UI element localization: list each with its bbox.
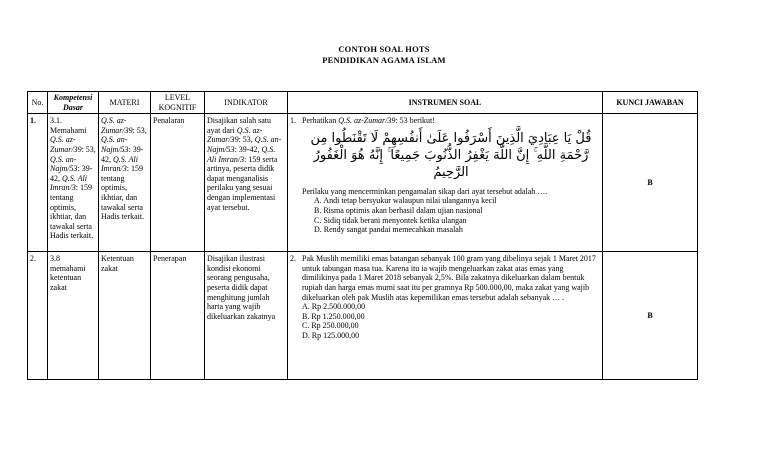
hots-question-table <box>27 91 698 380</box>
question-prompt: Perhatikan Q.S. az-Zumar/39: 53 berikut! <box>302 116 435 126</box>
row-number: 1. <box>28 114 48 252</box>
indikator-cell: Disajikan ilustrasi kondisi ekonomi seorang pengusaha, peserta didik dapat menghitung jumlah harta yang wajib dikeluarkan zakatnya <box>205 252 288 380</box>
answer-option: C. Sidiq tidak berani menyontek ketika ulangan <box>314 215 467 225</box>
table-header-row <box>28 92 698 114</box>
col-header-kunci: KUNCI JAWABAN <box>603 92 698 114</box>
answer-key: B <box>603 114 698 252</box>
table-row <box>28 114 698 252</box>
document-title: CONTOH SOAL HOTS <box>338 44 430 54</box>
col-header-indikator: INDIKATOR <box>205 92 288 114</box>
level-cell: Penerapan <box>151 252 205 380</box>
row-number: 2. <box>28 252 48 380</box>
kompetensi-cell: 3.1. Memahami Q.S. az-Zumar/39: 53, Q.S. an-Najm/53: 39-42, Q.S. Ali Imran/3: 159 tentang optimis, ikhtiar, dan tawakal serta Hadis terkait. <box>48 114 99 252</box>
arabic-verse: قُلْ يَا عِبَادِيَ الَّذِينَ أَسْرَفُوا عَلَىٰ أَنفُسِهِمْ لَا تَقْنَطُوا مِن رَّحْمَةِ اللَّهِ ۚ إِنَّ اللَّهَ يَغْفِرُ الذُّنُوبَ جَمِيعًا ۚ إِنَّهُ هُوَ الْغَفُورُ الرَّحِيمُ <box>310 130 592 180</box>
materi-cell: Ketentuan zakat <box>99 252 151 380</box>
col-header-kompetensi: Kompetensi Dasar <box>48 92 99 114</box>
col-header-level: LEVEL KOGNITIF <box>151 92 205 114</box>
document-subtitle: PENDIDIKAN AGAMA ISLAM <box>322 55 446 65</box>
question-text: Perilaku yang mencerminkan pengamalan sikap dari ayat tersebut adalah …. <box>302 186 548 196</box>
question-text: Pak Muslih memiliki emas batangan sebanyak 100 gram yang dibelinya sejak 1 Maret 2017 untuk tabungan masa tua. Karena itu ia wajib mengeluarkan zakat atas emas yang dimilikinya pada 1 Maret 2018 sebanyak 2,5%. Bila zakatnya dikeluarkan dalam bentuk rupiah dan harga emas murni saat itu per gramnya Rp 500.000,00, maka zakat yang wajib dikeluarkan oleh pak Muslih atas kepemilikan emas tersebut adalah sebanyak … . <box>302 254 596 302</box>
table-row <box>28 252 698 380</box>
answer-option: C. Rp 250.000,00 <box>302 321 359 331</box>
answer-option: B. Risma optimis akan berhasil dalam ujian nasional <box>314 205 483 215</box>
answer-option: A. Andi tetap bersyukur walaupun nilai ulangannya kecil <box>314 196 497 206</box>
answer-option: A. Rp 2.500.000,00 <box>302 302 366 312</box>
materi-cell: Q.S. az-Zumar/39: 53, Q.S. an-Najm/53: 39-42, Q.S. Ali Imran/3: 159 tentang optimis, ikhtiar, dan tawakal serta Hadis terkait. <box>99 114 151 252</box>
level-cell: Penalaran <box>151 114 205 252</box>
instrumen-cell <box>288 252 603 380</box>
answer-option: B. Rp 1.250.000,00 <box>302 311 365 321</box>
col-header-no: No. <box>28 92 48 114</box>
question-number: 2. <box>290 254 296 264</box>
answer-option: D. Rendy sangat pandai memecahkan masalah <box>314 225 463 235</box>
question-number: 1. <box>290 116 296 126</box>
answer-option: D. Rp 125.000,00 <box>302 330 360 340</box>
instrumen-cell <box>288 114 603 252</box>
col-header-instrumen: INSTRUMEN SOAL <box>288 92 603 114</box>
kompetensi-cell: 3.8 memahami ketentuan zakat <box>48 252 99 380</box>
col-header-materi: MATERI <box>99 92 151 114</box>
answer-key: B <box>603 252 698 380</box>
indikator-cell: Disajikan salah satu ayat dari Q.S. az-Zumar/39: 53, Q.S. an-Najm/53: 39-42, Q.S. Ali Imran/3: 159 serta artinya, peserta didik dapat menganalisis perilaku yang sesuai dengan implementasi ayat tersebut. <box>205 114 288 252</box>
